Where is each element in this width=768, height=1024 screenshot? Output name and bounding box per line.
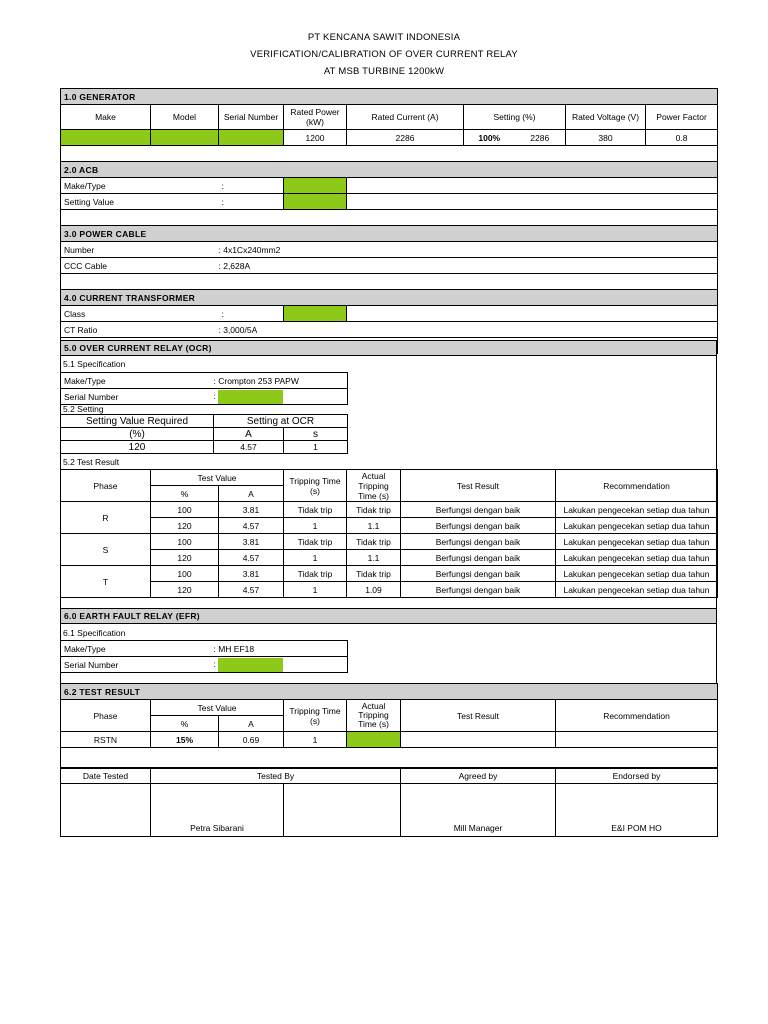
section-title: 6.2 TEST RESULT <box>61 684 718 700</box>
table-row <box>61 550 718 566</box>
efr-serial-row <box>61 657 348 673</box>
ocr-test-label: 5.2 Test Result <box>63 457 120 467</box>
acb-setting-row <box>61 194 718 210</box>
col-tripping-time: Tripping Time (s) <box>284 470 347 502</box>
endorsed-by-name: E&I POM HO <box>556 784 718 837</box>
actual-cell: Tidak trip <box>347 502 401 518</box>
cable-ccc-value: : 2,628A <box>219 258 718 274</box>
pct-cell: 100 <box>151 566 219 582</box>
serial-field[interactable] <box>219 130 284 146</box>
pct-cell: 15% <box>151 732 219 748</box>
col-recommendation: Recommendation <box>556 470 718 502</box>
setting-required-header: Setting Value Required <box>61 415 214 428</box>
colon: : <box>213 658 216 669</box>
spacer-row <box>61 210 718 226</box>
trip-cell: Tidak trip <box>284 566 347 582</box>
section-current-transformer <box>61 290 718 306</box>
ct-ratio-row <box>61 322 718 338</box>
agreed-by-label: Agreed by <box>401 768 556 784</box>
tested-by-name: Petra Sibarani <box>151 784 284 837</box>
spacer-row <box>61 146 718 162</box>
rec-cell: Lakukan pengecekan setiap dua tahun <box>556 518 718 534</box>
a-cell: 4.57 <box>219 550 284 566</box>
section-title: 3.0 POWER CABLE <box>61 226 718 242</box>
model-field[interactable] <box>151 130 219 146</box>
efr-test-table <box>60 683 718 769</box>
col-test-value: Test Value <box>151 700 284 716</box>
pct-cell: 100 <box>151 534 219 550</box>
result-cell: Berfungsi dengan baik <box>401 566 556 582</box>
setting-at-ocr-header: Setting at OCR <box>214 415 348 428</box>
actual-cell: 1.09 <box>347 582 401 598</box>
a-cell: 0.69 <box>219 732 284 748</box>
acb-make-row <box>61 178 718 194</box>
ocr-test-table <box>60 469 718 598</box>
ocr-serial-label: Serial Number <box>61 389 214 405</box>
colon: : <box>219 178 284 194</box>
ct-ratio-label: CT Ratio <box>61 322 219 338</box>
ct-ratio-value: : 3,000/5A <box>219 322 718 338</box>
spacer-row <box>61 748 718 769</box>
setting-value <box>464 130 566 146</box>
colon: : <box>219 194 284 210</box>
setting-a-value: 4.57 <box>214 441 284 454</box>
section-ocr: 5.0 OVER CURRENT RELAY (OCR) <box>60 340 717 356</box>
actual-tripping-field[interactable] <box>347 732 401 748</box>
ocr-spec-label: 5.1 Specification <box>63 359 126 369</box>
table-row <box>61 518 718 534</box>
rated-power-value: 1200 <box>284 130 347 146</box>
col-rated-current: Rated Current (A) <box>347 105 464 130</box>
rated-voltage-value: 380 <box>566 130 646 146</box>
acb-setting-field[interactable] <box>284 194 347 210</box>
spacer-row <box>61 274 718 290</box>
date-tested-field[interactable] <box>61 784 151 837</box>
ct-class-label: Class <box>61 306 219 322</box>
trip-cell: Tidak trip <box>284 502 347 518</box>
acb-make-field[interactable] <box>284 178 347 194</box>
setting-required-value: 120 <box>61 441 214 454</box>
result-cell: Berfungsi dengan baik <box>401 502 556 518</box>
tested-by-label: Tested By <box>151 768 401 784</box>
setting-pct: 100% <box>478 132 501 143</box>
phase-cell: T <box>61 566 151 598</box>
a-cell: 3.81 <box>219 534 284 550</box>
tested-by-signature[interactable] <box>284 784 401 837</box>
table-row <box>61 582 718 598</box>
col-a: A <box>219 486 284 502</box>
efr-make-row <box>61 641 348 657</box>
signoff-table <box>60 767 718 837</box>
trip-cell: 1 <box>284 518 347 534</box>
colon: : <box>213 390 216 401</box>
generator-data-row <box>61 130 718 146</box>
date-tested-label: Date Tested <box>61 768 151 784</box>
col-rated-voltage: Rated Voltage (V) <box>566 105 646 130</box>
col-actual-tripping: Actual Tripping Time (s) <box>347 470 401 502</box>
setting-s-value: 1 <box>284 441 348 454</box>
col-pct: % <box>151 716 219 732</box>
a-header: A <box>214 428 284 441</box>
ct-class-field[interactable] <box>284 306 347 322</box>
result-cell: Berfungsi dengan baik <box>401 534 556 550</box>
result-cell: Berfungsi dengan baik <box>401 518 556 534</box>
result-cell[interactable] <box>401 732 556 748</box>
table-row <box>61 566 718 582</box>
efr-serial-label: Serial Number <box>61 657 214 673</box>
rec-cell: Lakukan pengecekan setiap dua tahun <box>556 534 718 550</box>
rec-cell: Lakukan pengecekan setiap dua tahun <box>556 582 718 598</box>
colon: : <box>219 306 284 322</box>
section-title: 4.0 CURRENT TRANSFORMER <box>61 290 718 306</box>
col-phase: Phase <box>61 700 151 732</box>
result-cell: Berfungsi dengan baik <box>401 550 556 566</box>
s-header: s <box>284 428 348 441</box>
section-power-cable <box>61 226 718 242</box>
ocr-spec-table <box>60 372 348 405</box>
rated-current-value: 2286 <box>347 130 464 146</box>
a-cell: 4.57 <box>219 518 284 534</box>
trip-cell: 1 <box>284 732 347 748</box>
generator-header-row <box>61 105 718 130</box>
pct-cell: 120 <box>151 582 219 598</box>
rec-cell: Lakukan pengecekan setiap dua tahun <box>556 550 718 566</box>
trip-cell: Tidak trip <box>284 534 347 550</box>
a-cell: 3.81 <box>219 566 284 582</box>
document-title: VERIFICATION/CALIBRATION OF OVER CURRENT RELAY <box>250 49 518 60</box>
efr-serial-field[interactable] <box>218 658 283 672</box>
a-cell: 3.81 <box>219 502 284 518</box>
cable-number-row <box>61 242 718 258</box>
company-name: PT KENCANA SAWIT INDONESIA <box>307 32 461 43</box>
pct-cell: 120 <box>151 518 219 534</box>
make-field[interactable] <box>61 130 151 146</box>
phase-cell: S <box>61 534 151 566</box>
efr-make-label: Make/Type <box>61 641 214 657</box>
actual-cell: Tidak trip <box>347 566 401 582</box>
col-test-result: Test Result <box>401 470 556 502</box>
trip-cell: 1 <box>284 582 347 598</box>
col-test-result: Test Result <box>401 700 556 732</box>
form-sections-1-4 <box>60 88 718 354</box>
col-setting: Setting (%) <box>464 105 566 130</box>
col-phase: Phase <box>61 470 151 502</box>
section-acb <box>61 162 718 178</box>
a-cell: 4.57 <box>219 582 284 598</box>
section-title: 2.0 ACB <box>61 162 718 178</box>
document-subtitle: AT MSB TURBINE 1200kW <box>323 66 445 77</box>
table-row <box>61 502 718 518</box>
setting-a: 2286 <box>530 132 550 143</box>
ocr-make-value: : Crompton 253 PAPW <box>214 373 348 389</box>
cable-ccc-row <box>61 258 718 274</box>
col-pct: % <box>151 486 219 502</box>
acb-make-label: Make/Type <box>61 178 219 194</box>
ocr-serial-row <box>61 389 348 405</box>
rec-cell: Lakukan pengecekan setiap dua tahun <box>556 566 718 582</box>
col-recommendation: Recommendation <box>556 700 718 732</box>
actual-cell: 1.1 <box>347 518 401 534</box>
section-title: 1.0 GENERATOR <box>61 89 718 105</box>
ct-class-row <box>61 306 718 322</box>
actual-cell: Tidak trip <box>347 534 401 550</box>
col-power-factor: Power Factor <box>646 105 718 130</box>
cable-ccc-label: CCC Cable <box>61 258 219 274</box>
efr-spec-label: 6.1 Specification <box>63 628 126 638</box>
phase-cell: R <box>61 502 151 534</box>
ocr-make-row <box>61 373 348 389</box>
table-row <box>61 534 718 550</box>
power-factor-value: 0.8 <box>646 130 718 146</box>
cable-number-value: : 4x1Cx240mm2 <box>219 242 718 258</box>
section-efr: 6.0 EARTH FAULT RELAY (EFR) <box>60 608 717 624</box>
col-make: Make <box>61 105 151 130</box>
actual-cell: 1.1 <box>347 550 401 566</box>
section-generator <box>61 89 718 105</box>
efr-spec-table <box>60 640 348 673</box>
pct-cell: 100 <box>151 502 219 518</box>
col-serial: Serial Number <box>219 105 284 130</box>
col-a: A <box>219 716 284 732</box>
efr-make-value: : MH EF18 <box>214 641 348 657</box>
phase-cell: RSTN <box>61 732 151 748</box>
rec-cell: Lakukan pengecekan setiap dua tahun <box>556 502 718 518</box>
acb-setting-label: Setting Value <box>61 194 219 210</box>
col-model: Model <box>151 105 219 130</box>
cable-number-label: Number <box>61 242 219 258</box>
endorsed-by-label: Endorsed by <box>556 768 718 784</box>
col-actual-tripping: Actual Tripping Time (s) <box>347 700 401 732</box>
pct-cell: 120 <box>151 550 219 566</box>
ocr-setting-label: 5.2 Setting <box>63 404 104 414</box>
trip-cell: 1 <box>284 550 347 566</box>
ocr-setting-table <box>60 414 348 454</box>
col-tripping-time: Tripping Time (s) <box>284 700 347 732</box>
agreed-by-name: Mill Manager <box>401 784 556 837</box>
rec-cell[interactable] <box>556 732 718 748</box>
pct-header: (%) <box>61 428 214 441</box>
ocr-serial-field[interactable] <box>218 390 283 404</box>
table-row <box>61 732 718 748</box>
col-test-value: Test Value <box>151 470 284 486</box>
col-rated-power: Rated Power (kW) <box>284 105 347 130</box>
ocr-make-label: Make/Type <box>61 373 214 389</box>
result-cell: Berfungsi dengan baik <box>401 582 556 598</box>
